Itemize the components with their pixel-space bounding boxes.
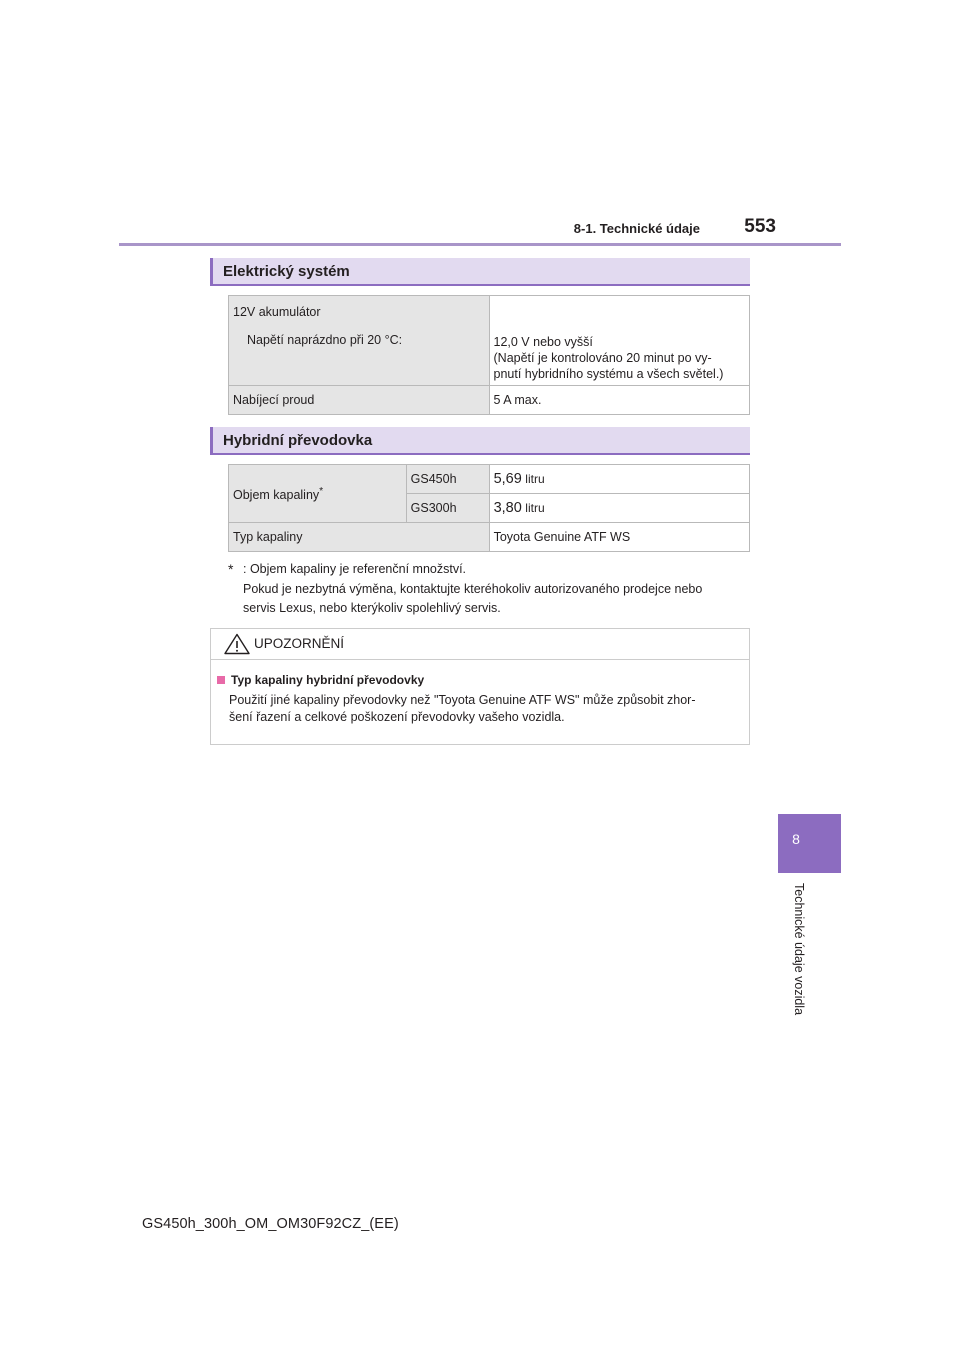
capacity-unit: litru	[525, 472, 545, 486]
capacity-value: 3,80	[493, 500, 522, 516]
capacity-label: Objem kapaliny	[233, 488, 320, 503]
voltage-value: 12,0 V nebo vyšší	[493, 335, 593, 349]
battery-cell	[229, 296, 490, 386]
footnote	[228, 560, 753, 619]
capacity-label-cell	[229, 465, 407, 523]
voltage-label: Napětí naprázdno při 20 °C:	[247, 333, 403, 347]
capacity-unit: litru	[525, 501, 545, 515]
capacity-value-cell	[489, 465, 749, 494]
table-row	[229, 386, 750, 415]
section-title: 8-1. Technické údaje	[573, 221, 700, 236]
caution-header	[211, 629, 749, 660]
capacity-value: 5,69	[493, 471, 522, 487]
hybrid-table	[228, 464, 750, 552]
charging-value: 5 A max.	[489, 386, 750, 415]
caution-subtitle-row	[217, 673, 424, 687]
square-bullet-icon	[217, 676, 225, 684]
caution-body	[229, 692, 744, 726]
fluid-type-value: Toyota Genuine ATF WS	[489, 523, 749, 552]
chapter-label: Technické údaje vozidla	[792, 883, 806, 1016]
capacity-value-cell	[489, 494, 749, 523]
table-row	[229, 523, 750, 552]
warning-triangle-icon	[224, 633, 250, 655]
caution-line: šení řazení a celkové poškození převodovky vašeho vozidla.	[229, 710, 565, 724]
voltage-cell	[489, 296, 750, 386]
fluid-type-label: Typ kapaliny	[229, 523, 490, 552]
footnote-line: : Objem kapaliny je referenční množství.	[243, 562, 467, 576]
footnote-line: Pokud je nezbytná výměna, kontaktujte kteréhokoliv autorizovaného prodejce nebo	[243, 581, 703, 596]
caution-title: UPOZORNĚNÍ	[254, 636, 345, 651]
voltage-note: (Napětí je kontrolováno 20 minut po vy-	[493, 351, 712, 365]
caution-subtitle: Typ kapaliny hybridní převodovky	[231, 673, 425, 687]
voltage-note: pnutí hybridního systému a všech světel.)	[493, 367, 724, 381]
model-cell: GS450h	[406, 465, 489, 494]
charging-label: Nabíjecí proud	[229, 386, 490, 415]
footnote-line: servis Lexus, nebo kterýkoliv spolehlivý servis.	[243, 601, 501, 615]
footnote-marker: *	[228, 561, 234, 577]
model-cell: GS300h	[406, 494, 489, 523]
page-number: 553	[744, 216, 776, 237]
footnote-marker: *	[319, 485, 324, 497]
electrical-table	[228, 295, 750, 415]
caution-box	[210, 628, 750, 745]
header-rule	[119, 243, 841, 246]
battery-label: 12V akumulátor	[233, 305, 321, 319]
hybrid-heading: Hybridní převodovka	[210, 427, 750, 455]
table-row	[229, 296, 750, 386]
document-code: GS450h_300h_OM_OM30F92CZ_(EE)	[142, 1216, 399, 1232]
chapter-number: 8	[792, 831, 800, 847]
electrical-heading: Elektrický systém	[210, 258, 750, 286]
caution-line: Použití jiné kapaliny převodovky než "Toyota Genuine ATF WS" může způsobit zhor-	[229, 693, 696, 707]
table-row	[229, 465, 750, 494]
